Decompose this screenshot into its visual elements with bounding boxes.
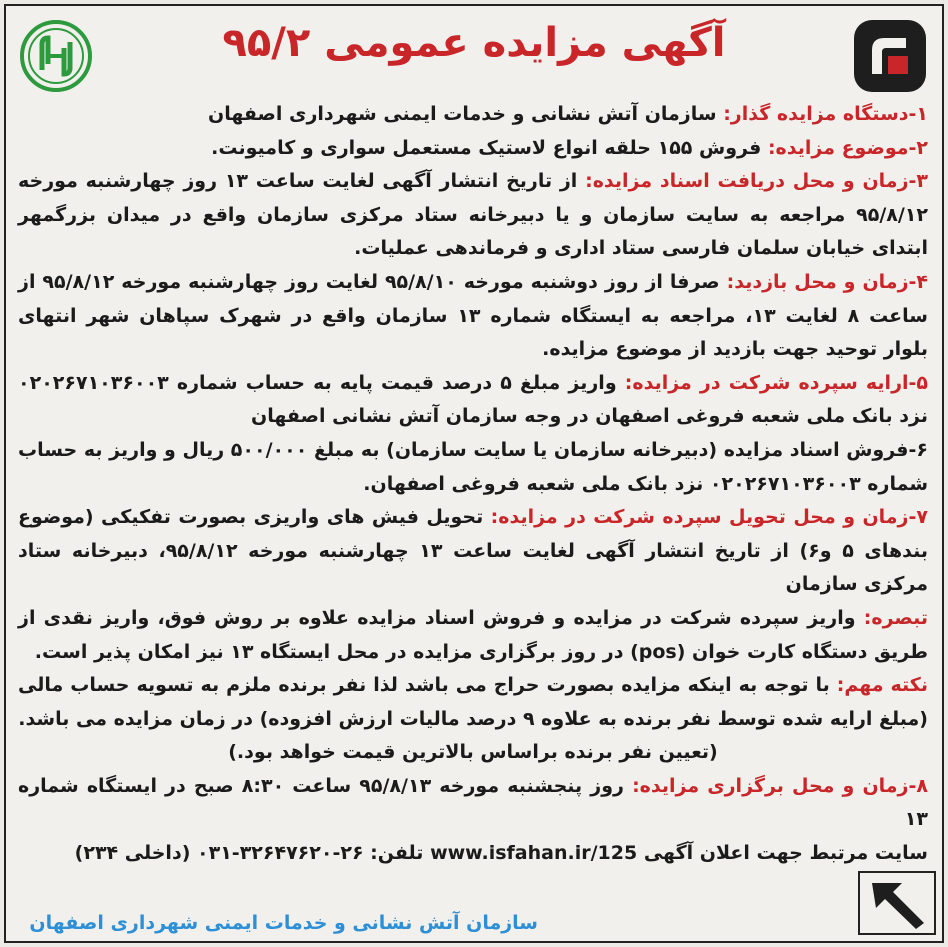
footer-organization: سازمان آتش نشانی و خدمات ایمنی شهرداری اصفهان xyxy=(29,912,538,934)
item-5-label: ۵-ارایه سپرده شرکت در مزایده: xyxy=(624,371,929,394)
item-5 xyxy=(18,367,928,434)
item-2-label: ۲-موضوع مزایده: xyxy=(767,136,928,159)
important-label: نکته مهم: xyxy=(836,674,928,697)
item-6-text: ۶-فروش اسناد مزایده (دبیرخانه سازمان یا سایت سازمان) به مبلغ ۵۰۰/۰۰۰ ریال و واریز به حساب شماره ۰۲۰۲۶۷۱۰۳۶۰۰۳ نزد بانک ملی شعبه فروغی اصفهان. xyxy=(18,438,928,495)
item-4-label: ۴-زمان و محل بازدید: xyxy=(726,270,929,293)
item-7-text: تحویل فیش های واریزی بصورت تفکیکی (موضوع بندهای ۵ و۶) از تاریخ انتشار آگهی لغایت ساعت ۱۳ چهارشنبه مورخه ۹۵/۸/۱۲، دبیرخانه ستاد مرکزی سازمان xyxy=(18,506,929,596)
item-3-label: ۳-زمان و محل دریافت اسناد مزایده: xyxy=(585,170,929,193)
item-5-text: واریز مبلغ ۵ درصد قیمت پایه به حساب شماره ۰۲۰۲۶۷۱۰۳۶۰۰۳ نزد بانک ملی شعبه فروغی اصفهان در وجه سازمان آتش نشانی اصفهان xyxy=(18,371,928,428)
important-text: با توجه به اینکه مزایده بصورت حراج می باشد لذا نفر برنده ملزم به تسویه حساب مالی (مبلغ ارایه شده توسط نفر برنده به علاوه ۹ درصد مالیات ارزش افزوده) در زمان مزایده می باشد. xyxy=(18,674,928,730)
note-text: واریز سپرده شرکت در مزایده و فروش اسناد مزایده علاوه بر روش فوق، واریز نقدی از طریق دستگاه کارت خوان (pos) در روز برگزاری مزایده در محل ایستگاه ۱۳ نیز امکان پذیر است. xyxy=(18,606,928,663)
winner-line: (تعیین نفر برنده براساس بالاترین قیمت خواهد بود.) xyxy=(228,741,718,764)
item-1-label: ۱-دستگاه مزایده گذار: xyxy=(723,103,928,125)
item-7-label: ۷-زمان و محل تحویل سپرده شرکت در مزایده: xyxy=(490,506,928,529)
arrow-up-left-icon xyxy=(858,871,936,935)
item-8-label: ۸-زمان و محل برگزاری مزایده: xyxy=(632,774,928,797)
item-2 xyxy=(18,132,928,166)
ad-body xyxy=(18,98,928,871)
important-note xyxy=(18,669,928,736)
item-4 xyxy=(18,266,928,367)
item-8 xyxy=(18,770,928,837)
item-6 xyxy=(18,434,928,501)
item-3 xyxy=(18,165,928,266)
item-1-text: سازمان آتش نشانی و خدمات ایمنی شهرداری اصفهان xyxy=(207,103,717,125)
ad-header xyxy=(6,6,942,98)
item-3-text: از تاریخ انتشار آگهی لغایت ساعت ۱۳ روز چهارشنبه مورخه ۹۵/۸/۱۲ مراجعه به سایت سازمان و یا دبیرخانه ستاد مرکزی سازمان واقع در میدان بزرگمهر ابتدای خیابان سلمان فارسی ستاد اداری و فرماندهی عملیات. xyxy=(18,170,928,260)
item-1 xyxy=(18,98,928,132)
item-2-text: فروش ۱۵۵ حلقه انواع لاستیک مستعمل سواری و کامیونت. xyxy=(211,136,762,159)
item-8-text: روز پنجشنبه مورخه ۹۵/۸/۱۳ ساعت ۸:۳۰ صبح در ایستگاه شماره ۱۳ xyxy=(18,774,928,831)
municipality-logo-icon xyxy=(18,18,94,94)
page-title: آگهی مزایده عمومی ۹۵/۲ xyxy=(222,20,726,66)
item-7 xyxy=(18,501,928,602)
ad-frame xyxy=(4,4,944,943)
note xyxy=(18,602,928,669)
site-line: سایت مرتبط جهت اعلان آگهی www.isfahan.ir/125 تلفن: ۲۶-۳۲۶۴۷۶۲۰-۰۳۱ (داخلی ۲۳۴) xyxy=(74,842,928,865)
note-label: تبصره: xyxy=(863,606,928,629)
fire-department-logo-icon xyxy=(850,16,930,96)
item-4-text: صرفا از روز دوشنبه مورخه ۹۵/۸/۱۰ لغایت روز چهارشنبه مورخه ۹۵/۸/۱۲ از ساعت ۸ لغایت ۱۳، مراجعه به ایستگاه شماره ۱۳ سازمان واقع در شهرک سپاهان شهر انتهای بلوار توحید جهت بازدید از موضوع مزایده. xyxy=(18,270,928,361)
